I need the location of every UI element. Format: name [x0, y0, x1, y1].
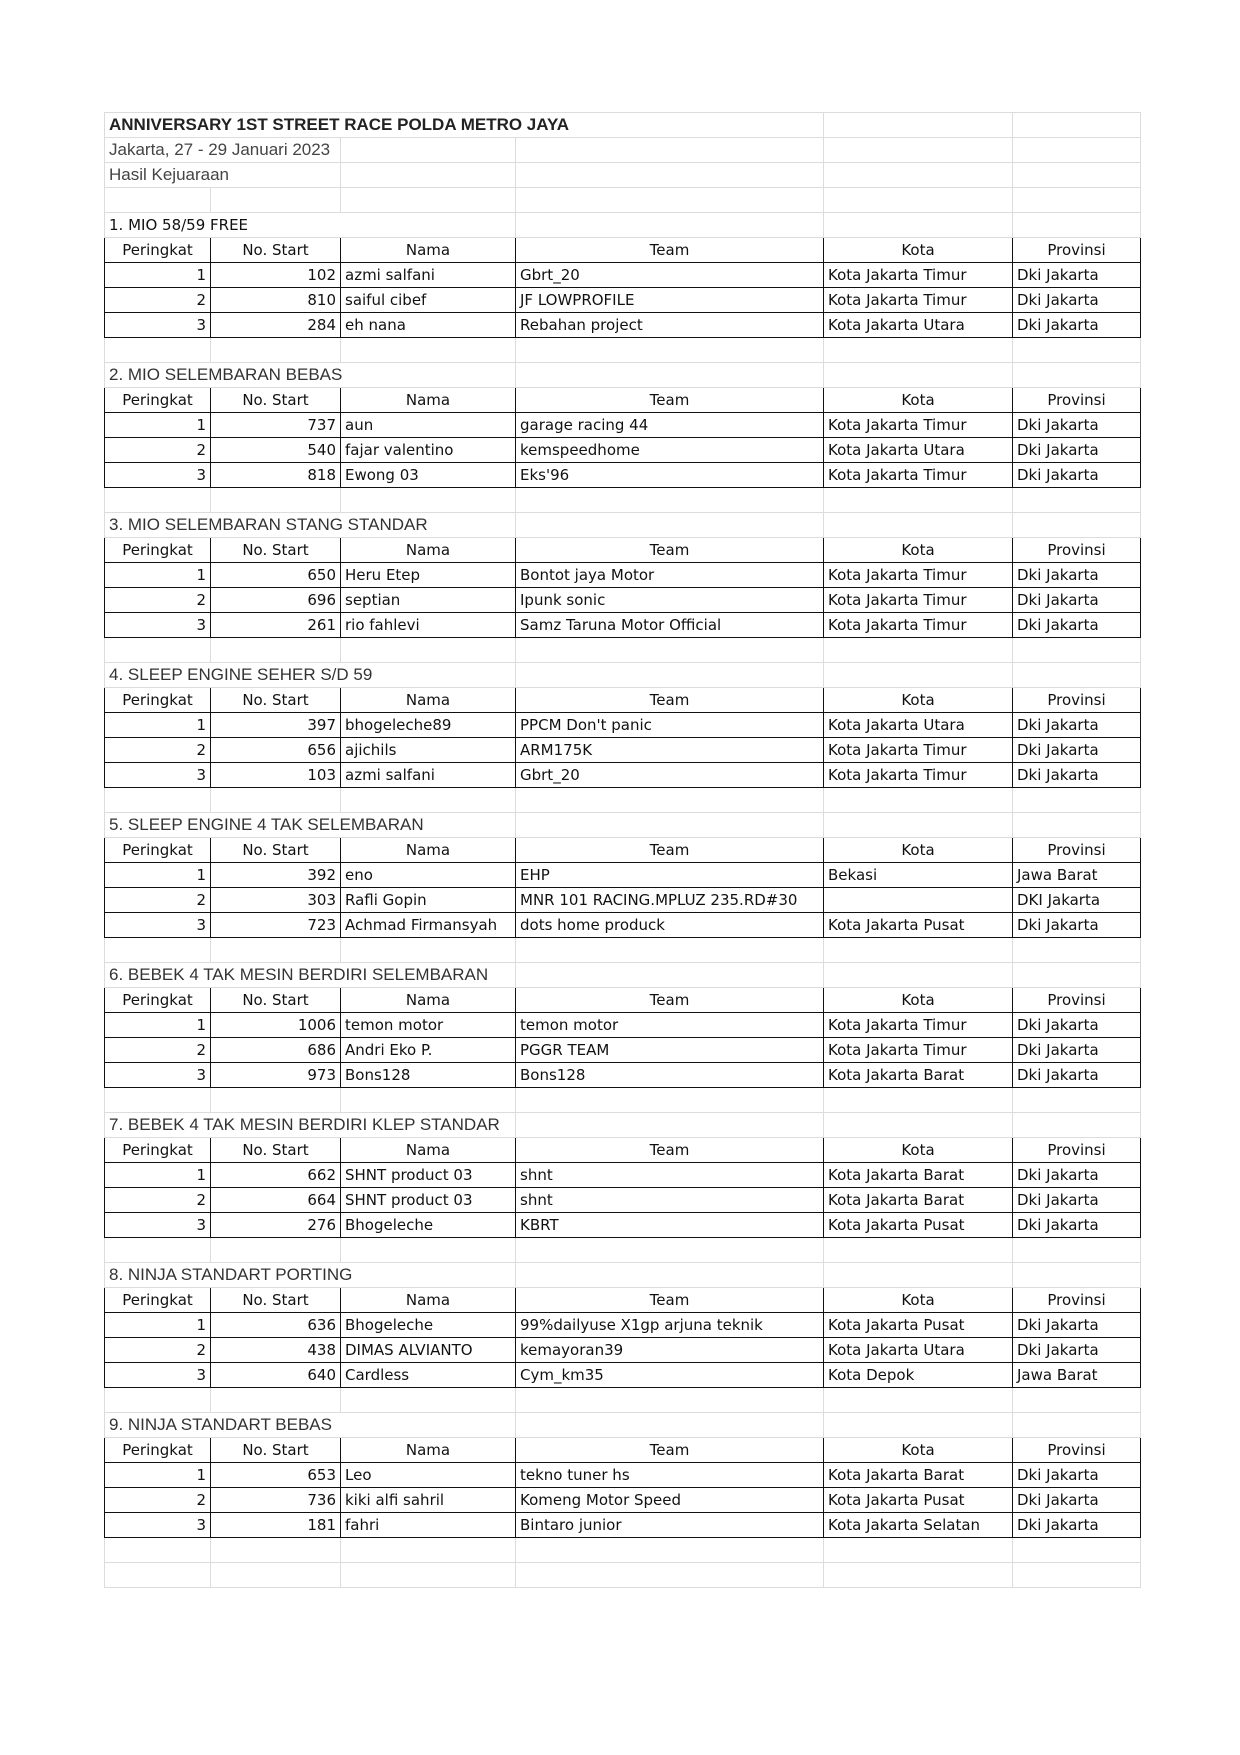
name-cell: Heru Etep [341, 563, 516, 588]
name-cell: septian [341, 588, 516, 613]
province-cell: Dki Jakarta [1013, 913, 1141, 938]
team-cell: PGGR TEAM [516, 1038, 824, 1063]
table-header-row [105, 1138, 1141, 1163]
column-header: Kota [824, 538, 1013, 563]
name-cell: Bons128 [341, 1063, 516, 1088]
category-title: 4. SLEEP ENGINE SEHER S/D 59 [105, 663, 516, 688]
start-number-cell: 818 [211, 463, 341, 488]
table-row [105, 1188, 1141, 1213]
column-header: Team [516, 388, 824, 413]
column-header: No. Start [211, 238, 341, 263]
city-cell: Kota Jakarta Barat [824, 1188, 1013, 1213]
name-cell: DIMAS ALVIANTO [341, 1338, 516, 1363]
name-cell: temon motor [341, 1013, 516, 1038]
column-header: Kota [824, 238, 1013, 263]
rank-cell: 1 [105, 563, 211, 588]
column-header: No. Start [211, 988, 341, 1013]
province-cell: Dki Jakarta [1013, 288, 1141, 313]
category-title: 8. NINJA STANDART PORTING [105, 1263, 516, 1288]
start-number-cell: 284 [211, 313, 341, 338]
start-number-cell: 664 [211, 1188, 341, 1213]
rank-cell: 1 [105, 263, 211, 288]
team-cell: Bintaro junior [516, 1513, 824, 1538]
column-header: No. Start [211, 538, 341, 563]
category-title-row [105, 963, 1141, 988]
name-cell: SHNT product 03 [341, 1188, 516, 1213]
spacer-row [105, 788, 1141, 813]
name-cell: Andri Eko P. [341, 1038, 516, 1063]
rank-cell: 3 [105, 463, 211, 488]
table-row [105, 1163, 1141, 1188]
table-row [105, 1063, 1141, 1088]
team-cell: Bontot jaya Motor [516, 563, 824, 588]
table-row [105, 413, 1141, 438]
name-cell: azmi salfani [341, 763, 516, 788]
province-cell: Jawa Barat [1013, 1363, 1141, 1388]
column-header: Team [516, 538, 824, 563]
table-row [105, 738, 1141, 763]
column-header: Peringkat [105, 688, 211, 713]
spacer-row [105, 188, 1141, 213]
column-header: Provinsi [1013, 1138, 1141, 1163]
city-cell: Kota Jakarta Timur [824, 563, 1013, 588]
province-cell: Dki Jakarta [1013, 1313, 1141, 1338]
rank-cell: 3 [105, 1363, 211, 1388]
city-cell: Kota Jakarta Pusat [824, 1313, 1013, 1338]
spacer-row [105, 338, 1141, 363]
column-header: Team [516, 1138, 824, 1163]
table-header-row [105, 538, 1141, 563]
column-header: No. Start [211, 1138, 341, 1163]
team-cell: Rebahan project [516, 313, 824, 338]
category-title: 1. MIO 58/59 FREE [105, 213, 516, 238]
column-header: Peringkat [105, 1438, 211, 1463]
column-header: No. Start [211, 688, 341, 713]
table-row [105, 563, 1141, 588]
start-number-cell: 686 [211, 1038, 341, 1063]
province-cell: Dki Jakarta [1013, 1188, 1141, 1213]
start-number-cell: 1006 [211, 1013, 341, 1038]
province-cell: Dki Jakarta [1013, 1063, 1141, 1088]
city-cell: Kota Jakarta Utara [824, 438, 1013, 463]
name-cell: Bhogeleche [341, 1213, 516, 1238]
province-cell: Dki Jakarta [1013, 713, 1141, 738]
table-row [105, 913, 1141, 938]
city-cell: Kota Jakarta Barat [824, 1063, 1013, 1088]
table-header-row [105, 988, 1141, 1013]
start-number-cell: 736 [211, 1488, 341, 1513]
title-row [105, 113, 1141, 138]
team-cell: garage racing 44 [516, 413, 824, 438]
column-header: Provinsi [1013, 388, 1141, 413]
city-cell: Kota Jakarta Barat [824, 1463, 1013, 1488]
category-title-row [105, 513, 1141, 538]
column-header: Peringkat [105, 1288, 211, 1313]
name-cell: saiful cibef [341, 288, 516, 313]
column-header: Provinsi [1013, 1288, 1141, 1313]
rank-cell: 1 [105, 1463, 211, 1488]
category-title-row [105, 213, 1141, 238]
spacer-row [105, 1238, 1141, 1263]
start-number-cell: 723 [211, 913, 341, 938]
table-row [105, 1038, 1141, 1063]
province-cell: Dki Jakarta [1013, 1163, 1141, 1188]
city-cell: Kota Jakarta Timur [824, 1038, 1013, 1063]
team-cell: shnt [516, 1163, 824, 1188]
rank-cell: 1 [105, 713, 211, 738]
category-title-row [105, 1113, 1141, 1138]
column-header: Peringkat [105, 988, 211, 1013]
table-row [105, 1488, 1141, 1513]
start-number-cell: 392 [211, 863, 341, 888]
spacer-row [105, 1388, 1141, 1413]
rank-cell: 3 [105, 313, 211, 338]
start-number-cell: 662 [211, 1163, 341, 1188]
results-sheet [104, 112, 1141, 1588]
subtitle-row [105, 163, 1141, 188]
column-header: Peringkat [105, 538, 211, 563]
table-row [105, 1463, 1141, 1488]
city-cell: Kota Jakarta Timur [824, 738, 1013, 763]
province-cell: Dki Jakarta [1013, 263, 1141, 288]
name-cell: Rafli Gopin [341, 888, 516, 913]
document-title: ANNIVERSARY 1ST STREET RACE POLDA METRO JAYA [105, 113, 824, 138]
city-cell: Kota Jakarta Timur [824, 288, 1013, 313]
team-cell: kemayoran39 [516, 1338, 824, 1363]
province-cell: Dki Jakarta [1013, 413, 1141, 438]
column-header: Nama [341, 1438, 516, 1463]
name-cell: rio fahlevi [341, 613, 516, 638]
column-header: Peringkat [105, 1138, 211, 1163]
table-row [105, 463, 1141, 488]
column-header: Provinsi [1013, 988, 1141, 1013]
city-cell: Kota Jakarta Barat [824, 1163, 1013, 1188]
name-cell: bhogeleche89 [341, 713, 516, 738]
table-header-row [105, 388, 1141, 413]
table-row [105, 1313, 1141, 1338]
rank-cell: 1 [105, 1013, 211, 1038]
rank-cell: 3 [105, 1513, 211, 1538]
table-row [105, 1338, 1141, 1363]
category-title: 3. MIO SELEMBARAN STANG STANDAR [105, 513, 516, 538]
name-cell: eno [341, 863, 516, 888]
table-row [105, 1213, 1141, 1238]
start-number-cell: 540 [211, 438, 341, 463]
city-cell: Kota Jakarta Timur [824, 588, 1013, 613]
city-cell: Kota Jakarta Pusat [824, 913, 1013, 938]
table-row [105, 1363, 1141, 1388]
start-number-cell: 102 [211, 263, 341, 288]
team-cell: Komeng Motor Speed [516, 1488, 824, 1513]
start-number-cell: 397 [211, 713, 341, 738]
rank-cell: 3 [105, 1213, 211, 1238]
rank-cell: 1 [105, 1163, 211, 1188]
column-header: Peringkat [105, 388, 211, 413]
province-cell: Dki Jakarta [1013, 613, 1141, 638]
rank-cell: 3 [105, 913, 211, 938]
name-cell: azmi salfani [341, 263, 516, 288]
rank-cell: 3 [105, 763, 211, 788]
team-cell: ARM175K [516, 738, 824, 763]
start-number-cell: 650 [211, 563, 341, 588]
city-cell: Kota Jakarta Pusat [824, 1488, 1013, 1513]
rank-cell: 2 [105, 888, 211, 913]
column-header: Provinsi [1013, 538, 1141, 563]
city-cell: Kota Jakarta Utara [824, 1338, 1013, 1363]
city-cell: Bekasi [824, 863, 1013, 888]
rank-cell: 2 [105, 1338, 211, 1363]
team-cell: JF LOWPROFILE [516, 288, 824, 313]
category-title-row [105, 663, 1141, 688]
team-cell: KBRT [516, 1213, 824, 1238]
name-cell: Cardless [341, 1363, 516, 1388]
category-title: 6. BEBEK 4 TAK MESIN BERDIRI SELEMBARAN [105, 963, 516, 988]
city-cell: Kota Jakarta Selatan [824, 1513, 1013, 1538]
column-header: Peringkat [105, 238, 211, 263]
city-cell: Kota Jakarta Utara [824, 313, 1013, 338]
table-row [105, 613, 1141, 638]
table-header-row [105, 838, 1141, 863]
column-header: Kota [824, 1138, 1013, 1163]
rank-cell: 2 [105, 738, 211, 763]
category-title-row [105, 813, 1141, 838]
start-number-cell: 973 [211, 1063, 341, 1088]
name-cell: fahri [341, 1513, 516, 1538]
document-subtitle: Hasil Kejuaraan [105, 163, 341, 188]
team-cell: 99%dailyuse X1gp arjuna teknik [516, 1313, 824, 1338]
category-title: 9. NINJA STANDART BEBAS [105, 1413, 516, 1438]
province-cell: Dki Jakarta [1013, 1513, 1141, 1538]
column-header: Nama [341, 388, 516, 413]
start-number-cell: 810 [211, 288, 341, 313]
start-number-cell: 653 [211, 1463, 341, 1488]
team-cell: MNR 101 RACING.MPLUZ 235.RD#30 [516, 888, 824, 913]
name-cell: fajar valentino [341, 438, 516, 463]
city-cell: Kota Jakarta Timur [824, 263, 1013, 288]
rank-cell: 3 [105, 613, 211, 638]
city-cell: Kota Jakarta Timur [824, 413, 1013, 438]
start-number-cell: 303 [211, 888, 341, 913]
start-number-cell: 438 [211, 1338, 341, 1363]
column-header: Kota [824, 838, 1013, 863]
column-header: Kota [824, 688, 1013, 713]
spacer-row [105, 938, 1141, 963]
team-cell: Cym_km35 [516, 1363, 824, 1388]
province-cell: Jawa Barat [1013, 863, 1141, 888]
start-number-cell: 261 [211, 613, 341, 638]
category-title: 7. BEBEK 4 TAK MESIN BERDIRI KLEP STANDAR [105, 1113, 516, 1138]
table-row [105, 288, 1141, 313]
province-cell: Dki Jakarta [1013, 438, 1141, 463]
column-header: Team [516, 1288, 824, 1313]
name-cell: Achmad Firmansyah [341, 913, 516, 938]
column-header: Nama [341, 838, 516, 863]
spacer-row [105, 638, 1141, 663]
rank-cell: 2 [105, 438, 211, 463]
city-cell [824, 888, 1013, 913]
province-cell: Dki Jakarta [1013, 1463, 1141, 1488]
table-row [105, 1513, 1141, 1538]
table-row [105, 763, 1141, 788]
column-header: Peringkat [105, 838, 211, 863]
team-cell: dots home produck [516, 913, 824, 938]
table-header-row [105, 1438, 1141, 1463]
team-cell: Eks'96 [516, 463, 824, 488]
team-cell: tekno tuner hs [516, 1463, 824, 1488]
category-title: 2. MIO SELEMBARAN BEBAS [105, 363, 516, 388]
spacer-row [105, 1563, 1141, 1588]
start-number-cell: 656 [211, 738, 341, 763]
column-header: Kota [824, 988, 1013, 1013]
province-cell: Dki Jakarta [1013, 588, 1141, 613]
category-title-row [105, 1263, 1141, 1288]
spacer-row [105, 1088, 1141, 1113]
column-header: Kota [824, 1438, 1013, 1463]
column-header: Kota [824, 1288, 1013, 1313]
column-header: Team [516, 1438, 824, 1463]
start-number-cell: 636 [211, 1313, 341, 1338]
column-header: Nama [341, 688, 516, 713]
column-header: Nama [341, 238, 516, 263]
province-cell: Dki Jakarta [1013, 563, 1141, 588]
city-cell: Kota Jakarta Timur [824, 1013, 1013, 1038]
category-title-row [105, 1413, 1141, 1438]
team-cell: Bons128 [516, 1063, 824, 1088]
team-cell: PPCM Don't panic [516, 713, 824, 738]
team-cell: temon motor [516, 1013, 824, 1038]
city-cell: Kota Jakarta Utara [824, 713, 1013, 738]
province-cell: Dki Jakarta [1013, 463, 1141, 488]
rank-cell: 1 [105, 1313, 211, 1338]
name-cell: eh nana [341, 313, 516, 338]
province-cell: Dki Jakarta [1013, 313, 1141, 338]
city-cell: Kota Jakarta Timur [824, 463, 1013, 488]
team-cell: EHP [516, 863, 824, 888]
column-header: Nama [341, 538, 516, 563]
start-number-cell: 103 [211, 763, 341, 788]
city-cell: Kota Depok [824, 1363, 1013, 1388]
column-header: Nama [341, 988, 516, 1013]
category-title: 5. SLEEP ENGINE 4 TAK SELEMBARAN [105, 813, 516, 838]
rank-cell: 2 [105, 1488, 211, 1513]
team-cell: Gbrt_20 [516, 763, 824, 788]
name-cell: Ewong 03 [341, 463, 516, 488]
start-number-cell: 696 [211, 588, 341, 613]
column-header: Team [516, 988, 824, 1013]
column-header: Team [516, 838, 824, 863]
rank-cell: 2 [105, 288, 211, 313]
table-header-row [105, 688, 1141, 713]
date-row [105, 138, 1141, 163]
name-cell: kiki alfi sahril [341, 1488, 516, 1513]
rank-cell: 3 [105, 1063, 211, 1088]
name-cell: Leo [341, 1463, 516, 1488]
start-number-cell: 737 [211, 413, 341, 438]
city-cell: Kota Jakarta Pusat [824, 1213, 1013, 1238]
province-cell: Dki Jakarta [1013, 1488, 1141, 1513]
rank-cell: 2 [105, 588, 211, 613]
name-cell: SHNT product 03 [341, 1163, 516, 1188]
column-header: Provinsi [1013, 688, 1141, 713]
spacer-row [105, 488, 1141, 513]
province-cell: Dki Jakarta [1013, 1038, 1141, 1063]
column-header: Nama [341, 1138, 516, 1163]
column-header: Provinsi [1013, 1438, 1141, 1463]
table-row [105, 888, 1141, 913]
rank-cell: 1 [105, 413, 211, 438]
team-cell: Samz Taruna Motor Official [516, 613, 824, 638]
team-cell: shnt [516, 1188, 824, 1213]
table-row [105, 863, 1141, 888]
column-header: No. Start [211, 1438, 341, 1463]
table-row [105, 263, 1141, 288]
column-header: Team [516, 238, 824, 263]
name-cell: Bhogeleche [341, 1313, 516, 1338]
column-header: No. Start [211, 1288, 341, 1313]
name-cell: ajichils [341, 738, 516, 763]
start-number-cell: 181 [211, 1513, 341, 1538]
column-header: Kota [824, 388, 1013, 413]
column-header: Provinsi [1013, 838, 1141, 863]
province-cell: DKI Jakarta [1013, 888, 1141, 913]
column-header: Team [516, 688, 824, 713]
name-cell: aun [341, 413, 516, 438]
team-cell: Ipunk sonic [516, 588, 824, 613]
rank-cell: 2 [105, 1188, 211, 1213]
province-cell: Dki Jakarta [1013, 763, 1141, 788]
city-cell: Kota Jakarta Timur [824, 613, 1013, 638]
table-row [105, 713, 1141, 738]
start-number-cell: 640 [211, 1363, 341, 1388]
table-row [105, 1013, 1141, 1038]
team-cell: kemspeedhome [516, 438, 824, 463]
team-cell: Gbrt_20 [516, 263, 824, 288]
city-cell: Kota Jakarta Timur [824, 763, 1013, 788]
rank-cell: 2 [105, 1038, 211, 1063]
column-header: No. Start [211, 838, 341, 863]
table-header-row [105, 1288, 1141, 1313]
start-number-cell: 276 [211, 1213, 341, 1238]
province-cell: Dki Jakarta [1013, 1338, 1141, 1363]
table-row [105, 313, 1141, 338]
table-row [105, 588, 1141, 613]
province-cell: Dki Jakarta [1013, 738, 1141, 763]
column-header: No. Start [211, 388, 341, 413]
table-header-row [105, 238, 1141, 263]
province-cell: Dki Jakarta [1013, 1213, 1141, 1238]
table-row [105, 438, 1141, 463]
rank-cell: 1 [105, 863, 211, 888]
province-cell: Dki Jakarta [1013, 1013, 1141, 1038]
date-location: Jakarta, 27 - 29 Januari 2023 [105, 138, 341, 163]
spacer-row [105, 1538, 1141, 1563]
category-title-row [105, 363, 1141, 388]
column-header: Nama [341, 1288, 516, 1313]
column-header: Provinsi [1013, 238, 1141, 263]
